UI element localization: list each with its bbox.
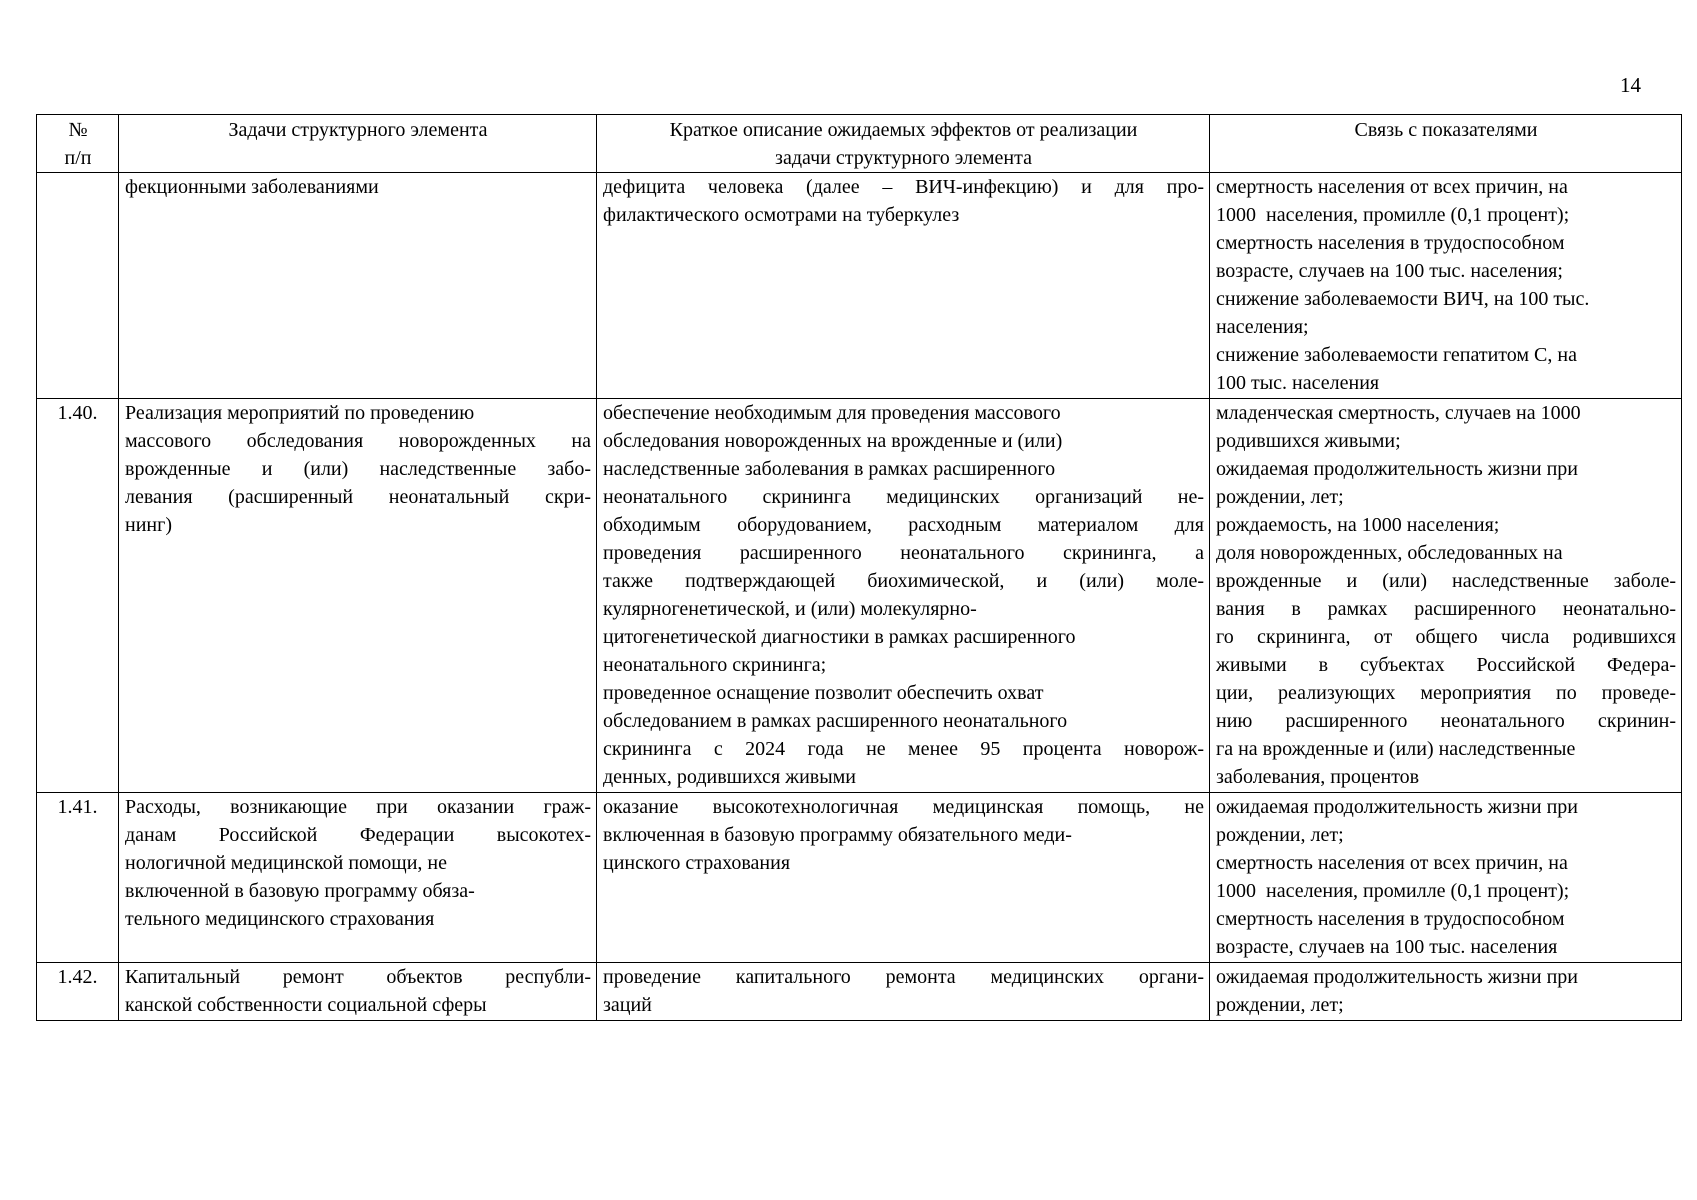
header-indicators-line: Связь с показателями xyxy=(1354,119,1538,141)
text-line: родившихся живыми; xyxy=(1216,430,1401,452)
text-line: смертность населения от всех причин, на xyxy=(1216,176,1568,198)
text-line: Расходы, возникающие при оказании граж- xyxy=(125,796,591,818)
description-cell xyxy=(597,963,1210,1021)
text-line: неонатального скрининга медицинских организаций не- xyxy=(603,486,1204,508)
row-number: 1.41. xyxy=(37,793,119,963)
text-line: живыми в субъектах Российской Федера- xyxy=(1216,654,1676,676)
text-line: неонатального скрининга; xyxy=(603,654,827,676)
task-cell xyxy=(119,399,597,793)
text-line: Капитальный ремонт объектов республи- xyxy=(125,966,591,988)
text-line: обследования новорожденных на врожденные и (или) xyxy=(603,430,1063,452)
text-line: ции, реализующих мероприятия по проведе- xyxy=(1216,682,1676,704)
table-header-row xyxy=(37,115,1682,173)
header-description-line: задачи структурного элемента xyxy=(775,147,1032,169)
indicators-cell xyxy=(1210,173,1682,399)
description-cell xyxy=(597,173,1210,399)
header-num-line: п/п xyxy=(64,147,92,169)
text-line: заболевания, процентов xyxy=(1216,766,1420,788)
text-line: проведение капитального ремонта медицинских органи- xyxy=(603,966,1204,988)
table-row xyxy=(37,963,1682,1021)
text-line: проведенное оснащение позволит обеспечить охват xyxy=(603,682,1044,704)
row-number: 1.42. xyxy=(37,963,119,1021)
text-line: го скрининга, от общего числа родившихся xyxy=(1216,626,1676,648)
text-line: доля новорожденных, обследованных на xyxy=(1216,542,1563,564)
text-line: врожденные и (или) наследственные заболе- xyxy=(1216,570,1676,592)
text-line: оказание высокотехнологичная медицинская помощь, не xyxy=(603,796,1204,818)
text-line: рождении, лет; xyxy=(1216,486,1344,508)
indicators-cell xyxy=(1210,399,1682,793)
text-line: смертность населения в трудоспособном xyxy=(1216,232,1565,254)
text-line: рождении, лет; xyxy=(1216,994,1344,1016)
text-line: обеспечение необходимым для проведения массового xyxy=(603,402,1061,424)
text-line: филактического осмотрами на туберкулез xyxy=(603,204,960,226)
text-line: цитогенетической диагностики в рамках расширенного xyxy=(603,626,1076,648)
description-cell xyxy=(597,399,1210,793)
text-line: тельного медицинского страхования xyxy=(125,908,435,930)
text-line: скрининга с 2024 года не менее 95 процента новорож- xyxy=(603,738,1204,760)
text-line: Реализация мероприятий по проведению xyxy=(125,402,475,424)
text-line: 1000 населения, промилле (0,1 процент); xyxy=(1216,204,1570,226)
text-line: нинг) xyxy=(125,514,172,536)
tasks-table xyxy=(36,114,1682,1021)
text-line: также подтверждающей биохимической, и (или) моле- xyxy=(603,570,1204,592)
text-line: га на врожденные и (или) наследственные xyxy=(1216,738,1576,760)
text-line: смертность населения от всех причин, на xyxy=(1216,852,1568,874)
text-line: 100 тыс. населения xyxy=(1216,372,1380,394)
task-cell xyxy=(119,793,597,963)
text-line: смертность населения в трудоспособном xyxy=(1216,908,1565,930)
table-row xyxy=(37,173,1682,399)
text-line: обследованием в рамках расширенного неонатального xyxy=(603,710,1068,732)
text-line: левания (расширенный неонатальный скри- xyxy=(125,486,591,508)
text-line: возрасте, случаев на 100 тыс. населения xyxy=(1216,936,1558,958)
header-num xyxy=(37,115,119,173)
text-line: данам Российской Федерации высокотех- xyxy=(125,824,591,846)
indicators-cell xyxy=(1210,793,1682,963)
text-line: заций xyxy=(603,994,652,1016)
text-line: вания в рамках расширенного неонатально- xyxy=(1216,598,1676,620)
text-line: цинского страхования xyxy=(603,852,791,874)
header-description-line: Краткое описание ожидаемых эффектов от реализации xyxy=(669,119,1138,141)
text-line: проведения расширенного неонатального скрининга, а xyxy=(603,542,1204,564)
task-cell xyxy=(119,963,597,1021)
text-line: ожидаемая продолжительность жизни при xyxy=(1216,966,1578,988)
header-task xyxy=(119,115,597,173)
task-cell xyxy=(119,173,597,399)
text-line: фекционными заболеваниями xyxy=(125,176,379,198)
row-number xyxy=(37,173,119,399)
text-line: рождаемость, на 1000 населения; xyxy=(1216,514,1500,536)
text-line: канской собственности социальной сферы xyxy=(125,994,487,1016)
text-line: возрасте, случаев на 100 тыс. населения; xyxy=(1216,260,1563,282)
text-line: врожденные и (или) наследственные забо- xyxy=(125,458,591,480)
table-row xyxy=(37,793,1682,963)
header-indicators xyxy=(1210,115,1682,173)
text-line: массового обследования новорожденных на xyxy=(125,430,591,452)
text-line: ожидаемая продолжительность жизни при xyxy=(1216,458,1578,480)
text-line: включенная в базовую программу обязательного меди- xyxy=(603,824,1072,846)
row-number: 1.40. xyxy=(37,399,119,793)
text-line: кулярногенетической, и (или) молекулярно- xyxy=(603,598,977,620)
text-line: 1000 населения, промилле (0,1 процент); xyxy=(1216,880,1570,902)
text-line: младенческая смертность, случаев на 1000 xyxy=(1216,402,1581,424)
indicators-cell xyxy=(1210,963,1682,1021)
text-line: снижение заболеваемости гепатитом С, на xyxy=(1216,344,1577,366)
text-line: включенной в базовую программу обяза- xyxy=(125,880,475,902)
header-task-line: Задачи структурного элемента xyxy=(228,119,488,141)
text-line: снижение заболеваемости ВИЧ, на 100 тыс. xyxy=(1216,288,1590,310)
text-line: нию расширенного неонатального скринин- xyxy=(1216,710,1676,732)
table-row xyxy=(37,399,1682,793)
description-cell xyxy=(597,793,1210,963)
text-line: наследственные заболевания в рамках расширенного xyxy=(603,458,1056,480)
header-description xyxy=(597,115,1210,173)
text-line: рождении, лет; xyxy=(1216,824,1344,846)
text-line: нологичной медицинской помощи, не xyxy=(125,852,447,874)
page-number: 14 xyxy=(1620,73,1641,97)
text-line: обходимым оборудованием, расходным материалом для xyxy=(603,514,1204,536)
header-num-line: № xyxy=(68,119,88,141)
text-line: ожидаемая продолжительность жизни при xyxy=(1216,796,1578,818)
text-line: дефицита человека (далее – ВИЧ-инфекцию) и для про- xyxy=(603,176,1204,198)
text-line: населения; xyxy=(1216,316,1309,338)
text-line: денных, родившихся живыми xyxy=(603,766,857,788)
